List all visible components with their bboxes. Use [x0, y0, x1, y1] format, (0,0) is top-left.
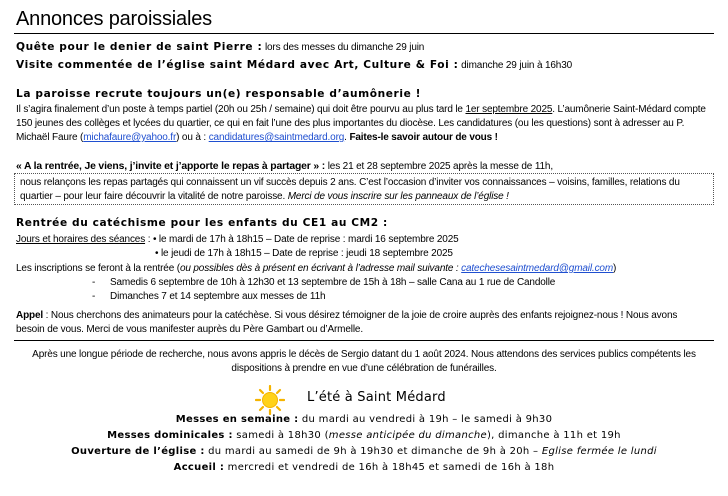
appel-text-1: : Nous cherchons des animateurs pour la catéchèse. Si vous désirez témoigner de la joie de croire auprès des enfants rejoignez-nous ! Nous avons — [43, 310, 678, 321]
ouverture-text: du mardi au samedi de 9h à 19h30 et dimanche de 9h à 20h – — [204, 446, 542, 457]
catechisme-heading-line — [16, 217, 388, 230]
repas-heading: « A la rentrée, Je viens, j’invite et j’apporte le repas à partager » : — [16, 161, 326, 172]
sun-icon — [255, 385, 285, 415]
title-divider — [14, 33, 714, 34]
aumonerie-heading: La paroisse recrute toujours un(e) responsable d’aumônerie ! — [16, 88, 422, 100]
visite-text: dimanche 29 juin à 16h30 — [458, 60, 573, 71]
quete-heading: Quête pour le denier de saint Pierre : — [16, 41, 263, 53]
ete-ouverture — [0, 444, 728, 460]
visite-line — [16, 59, 572, 72]
ouverture-label: Ouverture de l’église : — [71, 446, 205, 457]
aumonerie-line-1 — [16, 103, 706, 116]
accueil-text: mercredi et vendredi de 16h à 18h45 et samedi de 16h à 18h — [224, 462, 555, 473]
dominicales-text-a: samedi à 18h30 ( — [232, 430, 329, 441]
inscriptions-close: ) — [613, 263, 617, 274]
aumonerie-text-1a: Il s’agira finalement d’un poste à temps partiel (20h ou 25h / semaine) qui doit être pourvu au plus tard le — [16, 104, 466, 115]
email-link-catechese[interactable]: catechesesaintmedard@gmail.com — [461, 263, 614, 274]
ete-semaine — [0, 412, 728, 428]
aumonerie-text-3b: ) ou à : — [176, 132, 209, 143]
appel-label: Appel — [16, 310, 44, 321]
repas-italic: Merci de vous inscrire sur les panneaux de l’église ! — [287, 191, 509, 202]
dominicales-italic: messe anticipée du dimanche — [328, 430, 487, 441]
ete-accueil — [0, 460, 728, 476]
aumonerie-text-1b: . L’aumônerie Saint-Médard compte — [552, 104, 706, 115]
appel-line-2: besoin de vous. Merci de vous manifester auprès du Père Gambart ou d’Armelle. — [16, 324, 363, 335]
inscriptions-line — [16, 262, 616, 275]
accueil-label: Accueil : — [173, 462, 225, 473]
inscriptions-text: Les inscriptions se feront à la rentrée ( — [16, 263, 180, 274]
catechisme-jours-1 — [16, 233, 459, 246]
aumonerie-heading-line — [16, 88, 421, 101]
repas-text: les 21 et 28 septembre 2025 après la messe de 11h, — [325, 161, 553, 172]
repas-line-2: nous relançons les repas partagés qui connaissent un vif succès depuis 2 ans. C’est l’occasion d’inviter vos connaissances – voisins, familles, relations du — [20, 177, 680, 188]
ouverture-italic: Eglise fermée le lundi — [541, 446, 657, 457]
jours-label: Jours et horaires des séances — [16, 234, 146, 245]
aumonerie-text-3c: . — [344, 132, 350, 143]
bullet-dash-2: - — [92, 291, 96, 302]
quete-text: lors des messes du dimanche 29 juin — [262, 42, 425, 53]
email-link-michafaure[interactable]: michafaure@yahoo.fr — [83, 132, 177, 143]
catechisme-heading: Rentrée du catéchisme pour les enfants du CE1 au CM2 : — [16, 217, 388, 229]
semaine-label: Messes en semaine : — [175, 414, 299, 425]
bullet-dash-1: - — [92, 277, 96, 288]
appel-line-1 — [16, 309, 677, 322]
ete-dominicales — [0, 428, 728, 444]
aumonerie-text-3a: Michaël Faure ( — [16, 132, 84, 143]
deces-line-2: dispositions à prendre en vue d’une célébration de funérailles. — [231, 363, 497, 374]
semaine-text: du mardi au vendredi à 19h – le samedi à 9h30 — [298, 414, 553, 425]
jours-sep: : — [145, 234, 153, 245]
visite-heading: Visite commentée de l’église saint Médard avec Art, Culture & Foi : — [16, 59, 459, 71]
aumonerie-line-3 — [16, 131, 498, 144]
ete-title: L’été à Saint Médard — [307, 390, 446, 405]
dominicales-text-b: ), dimanche à 11h et 19h — [486, 430, 621, 441]
page-title: Annonces paroissiales — [16, 8, 212, 30]
jour-jeudi: • le jeudi de 17h à 18h15 – Date de reprise : jeudi 18 septembre 2025 — [155, 248, 453, 259]
section-divider — [14, 340, 714, 341]
repas-text-3a: quartier – pour leur faire découvrir la vitalité de notre paroisse. — [20, 191, 288, 202]
jour-mardi: • le mardi de 17h à 18h15 – Date de reprise : mardi 16 septembre 2025 — [152, 234, 459, 245]
inscriptions-italic: ou possibles dès à présent en écrivant à l’adresse mail suivante : — [179, 263, 462, 274]
inscription-session-1: Samedis 6 septembre de 10h à 12h30 et 13 septembre de 15h à 18h – salle Cana au 1 rue de Candolle — [110, 277, 556, 288]
dominicales-label: Messes dominicales : — [107, 430, 233, 441]
aumonerie-date: 1er septembre 2025 — [465, 104, 553, 115]
inscription-session-2: Dimanches 7 et 14 septembre aux messes de 11h — [110, 291, 326, 302]
repas-line-3 — [20, 190, 509, 203]
aumonerie-callout: Faites-le savoir autour de vous ! — [349, 132, 498, 143]
repas-heading-line — [16, 160, 553, 173]
quete-line — [16, 41, 424, 54]
deces-line-1: Après une longue période de recherche, nous avons appris le décès de Sergio datant du 1 août 2024. Nous attendons des services publics compétents les — [32, 349, 696, 360]
email-link-candidatures[interactable]: candidatures@saintmedard.org — [208, 132, 345, 143]
aumonerie-line-2: 150 jeunes des collèges et lycées du quartier, ce qui en fait l’une des plus importantes du diocèse. Les candidatures (ou les questions) sont à adresser au P. — [16, 118, 685, 129]
